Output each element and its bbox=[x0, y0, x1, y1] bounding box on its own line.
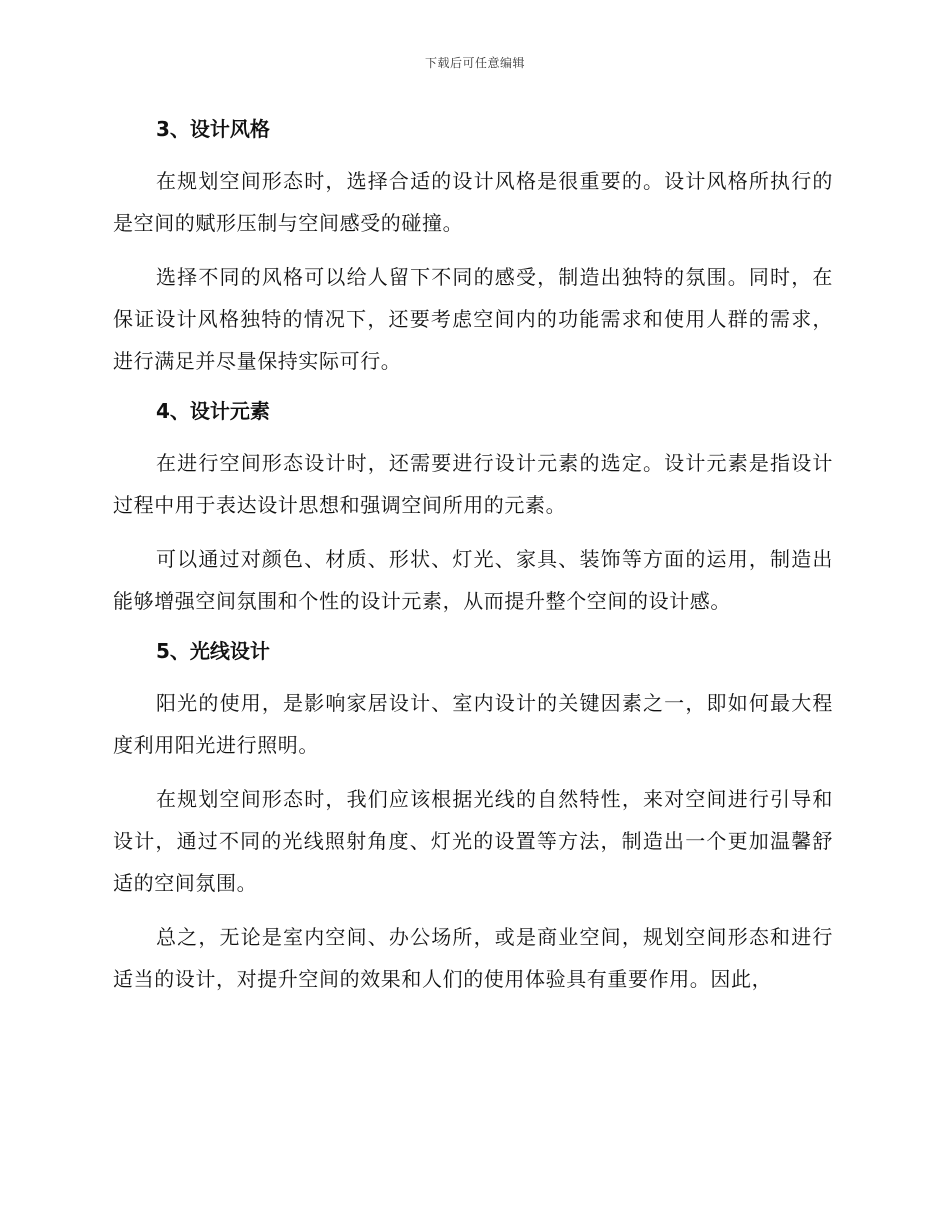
paragraph: 在规划空间形态时，我们应该根据光线的自然特性，来对空间进行引导和设计，通过不同的光线照射角度、灯光的设置等方法，制造出一个更加温馨舒适的空间氛围。 bbox=[113, 787, 833, 895]
section-heading-lighting-design: 5、光线设计 bbox=[156, 639, 270, 663]
paragraph: 在进行空间形态设计时，还需要进行设计元素的选定。设计元素是指设计过程中用于表达设计思想和强调空间所用的元素。 bbox=[113, 451, 833, 517]
paragraph: 在规划空间形态时，选择合适的设计风格是很重要的。设计风格所执行的是空间的赋形压制与空间感受的碰撞。 bbox=[113, 169, 833, 235]
paragraph: 阳光的使用，是影响家居设计、室内设计的关键因素之一，即如何最大程度利用阳光进行照明。 bbox=[113, 691, 833, 757]
paragraph: 选择不同的风格可以给人留下不同的感受，制造出独特的氛围。同时，在保证设计风格独特的情况下，还要考虑空间内的功能需求和使用人群的需求，进行满足并尽量保持实际可行。 bbox=[113, 265, 833, 373]
paragraph: 总之，无论是室内空间、办公场所，或是商业空间，规划空间形态和进行适当的设计，对提升空间的效果和人们的使用体验具有重要作用。因此， bbox=[113, 925, 833, 991]
document-body bbox=[113, 112, 833, 1012]
section-heading-design-style: 3、设计风格 bbox=[156, 117, 270, 141]
paragraph: 可以通过对颜色、材质、形状、灯光、家具、装饰等方面的运用，制造出能够增强空间氛围和个性的设计元素，从而提升整个空间的设计感。 bbox=[113, 547, 833, 613]
page-header: 下载后可任意编辑 bbox=[424, 56, 525, 70]
section-heading-design-elements: 4、设计元素 bbox=[156, 399, 270, 423]
